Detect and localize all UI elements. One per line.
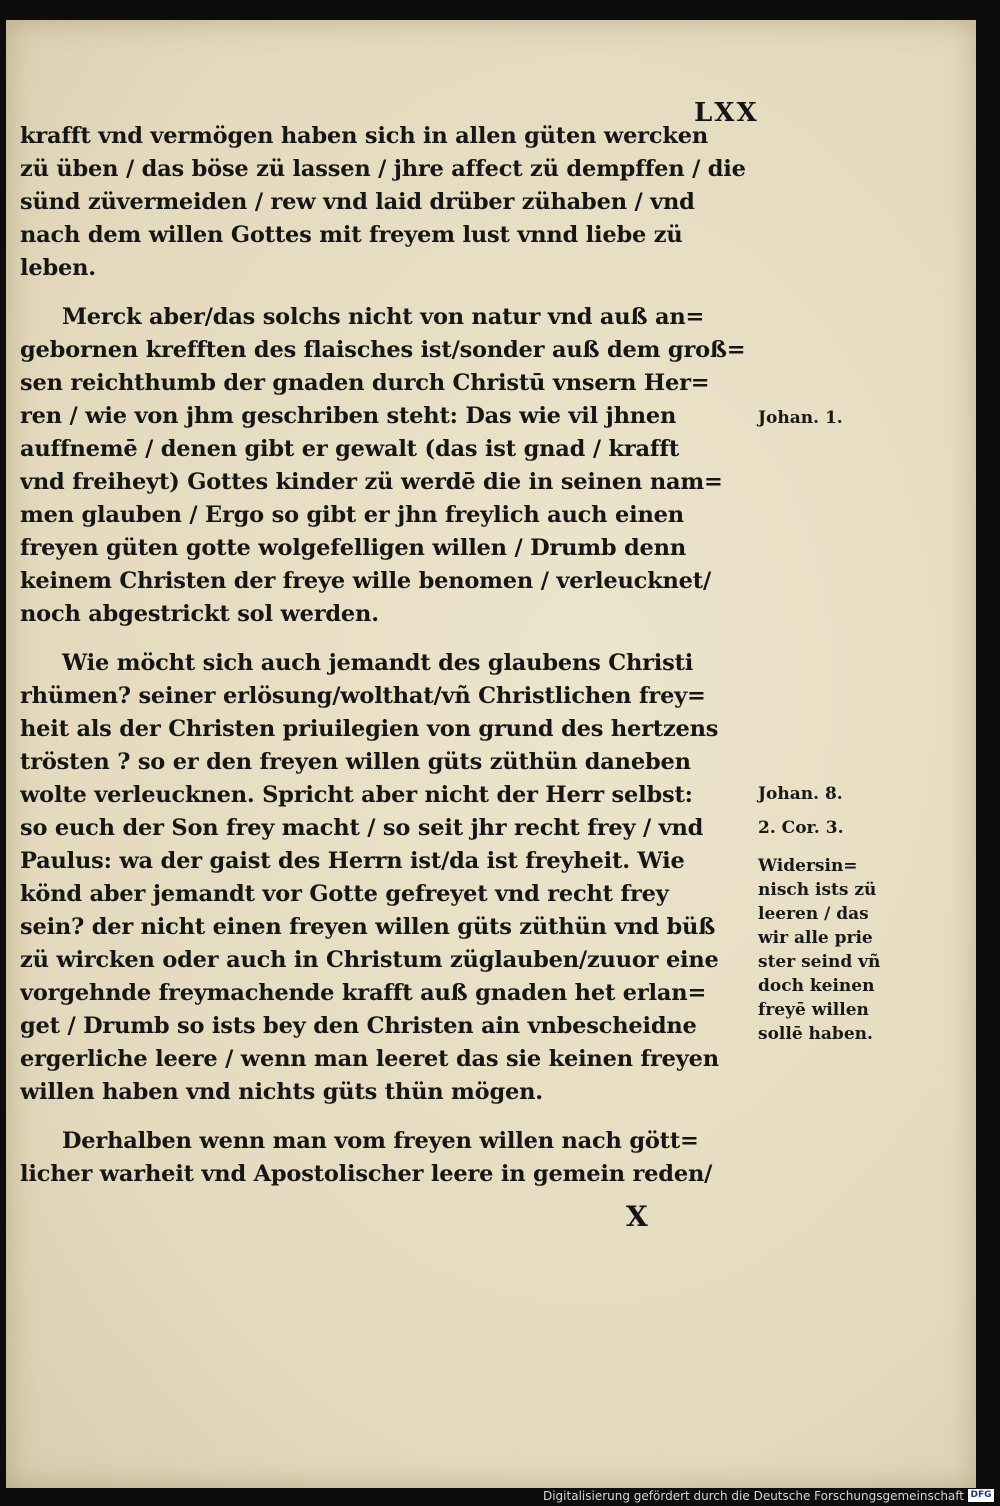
text-line: Merck aber/das solchs nicht von natur vnd auß an=	[62, 304, 705, 330]
margin-note-line: ster seind vñ	[758, 952, 881, 972]
text-line: willen haben vnd nichts güts thün mögen.	[20, 1079, 543, 1105]
text-line: noch abgestrickt sol werden.	[20, 601, 379, 627]
text-line: trösten ? so er den freyen willen güts züthün daneben	[20, 749, 691, 775]
text-line: vnd freiheyt) Gottes kinder zü werdē die in seinen nam=	[20, 469, 723, 495]
text-line: leben.	[20, 255, 96, 281]
text-line: zü üben / das böse zü lassen / jhre affect zü dempffen / die	[20, 156, 746, 182]
text-line: ergerliche leere / wenn man leeret das sie keinen freyen	[20, 1046, 719, 1072]
margin-note-line: Widersin=	[758, 856, 858, 876]
margin-note-line: freyē willen	[758, 1000, 869, 1020]
margin-note-widersinnisch	[758, 854, 888, 1046]
text-line: rhümen? seiner erlösung/wolthat/vñ Christlichen frey=	[20, 683, 706, 709]
text-line: keinem Christen der freye wille benomen / verleucknet/	[20, 568, 711, 594]
text-line: ren / wie von jhm geschriben steht: Das wie vil jhnen	[20, 403, 677, 429]
text-line: Paulus: wa der gaist des Herrn ist/da ist freyheit. Wie	[20, 848, 685, 874]
text-line: krafft vnd vermögen haben sich in allen güten wercken	[20, 123, 708, 149]
dfg-logo: DFG	[968, 1489, 994, 1502]
text-line: Wie möcht sich auch jemandt des glaubens Christi	[62, 650, 694, 676]
folio-number: LXX	[694, 98, 759, 128]
margin-note-line: doch keinen	[758, 976, 875, 996]
footer-credit: Digitalisierung gefördert durch die Deutsche Forschungsgemeinschaft	[542, 1489, 964, 1503]
signature-mark: X	[626, 1200, 648, 1233]
text-line: könd aber jemandt vor Gotte gefreyet vnd recht frey	[20, 881, 669, 907]
text-line: gebornen krefften des flaisches ist/sonder auß dem groß=	[20, 337, 746, 363]
margin-note-johan-8: Johan. 8.	[758, 784, 843, 804]
margin-note-2-cor-3: 2. Cor. 3.	[758, 818, 844, 838]
paragraph-gap	[20, 631, 760, 647]
text-line: nach dem willen Gottes mit freyem lust vnnd liebe zü	[20, 222, 683, 248]
text-line: freyen güten gotte wolgefelligen willen / Drumb denn	[20, 535, 686, 561]
text-line: vorgehnde freymachende krafft auß gnaden het erlan=	[20, 980, 707, 1006]
margin-note-line: wir alle prie	[758, 928, 873, 948]
text-line: wolte verleucknen. Spricht aber nicht der Herr selbst:	[20, 782, 693, 808]
text-line: zü wircken oder auch in Christum züglauben/zuuor eine	[20, 947, 719, 973]
text-line: auffnemē / denen gibt er gewalt (das ist gnad / krafft	[20, 436, 680, 462]
margin-note-johan-1: Johan. 1.	[758, 408, 843, 428]
text-line: sein? der nicht einen freyen willen güts züthün vnd büß	[20, 914, 716, 940]
paragraph-gap	[20, 285, 760, 301]
text-line: so euch der Son frey macht / so seit jhr recht frey / vnd	[20, 815, 704, 841]
text-line: licher warheit vnd Apostolischer leere in gemein reden/	[20, 1161, 713, 1187]
margin-note-line: leeren / das	[758, 904, 869, 924]
text-line: sen reichthumb der gnaden durch Christū vnsern Her=	[20, 370, 710, 396]
margin-note-line: nisch ists zü	[758, 880, 877, 900]
text-line: men glauben / Ergo so gibt er jhn freylich auch einen	[20, 502, 684, 528]
body-text	[20, 120, 760, 1191]
book-page	[6, 20, 976, 1488]
text-line: Derhalben wenn man vom freyen willen nach gött=	[62, 1128, 699, 1154]
paragraph-gap	[20, 1109, 760, 1125]
margin-note-line: sollē haben.	[758, 1024, 873, 1044]
text-line: sünd züvermeiden / rew vnd laid drüber zühaben / vnd	[20, 189, 695, 215]
text-line: get / Drumb so ists bey den Christen ain vnbescheidne	[20, 1013, 697, 1039]
text-line: heit als der Christen priuilegien von grund des hertzens	[20, 716, 719, 742]
